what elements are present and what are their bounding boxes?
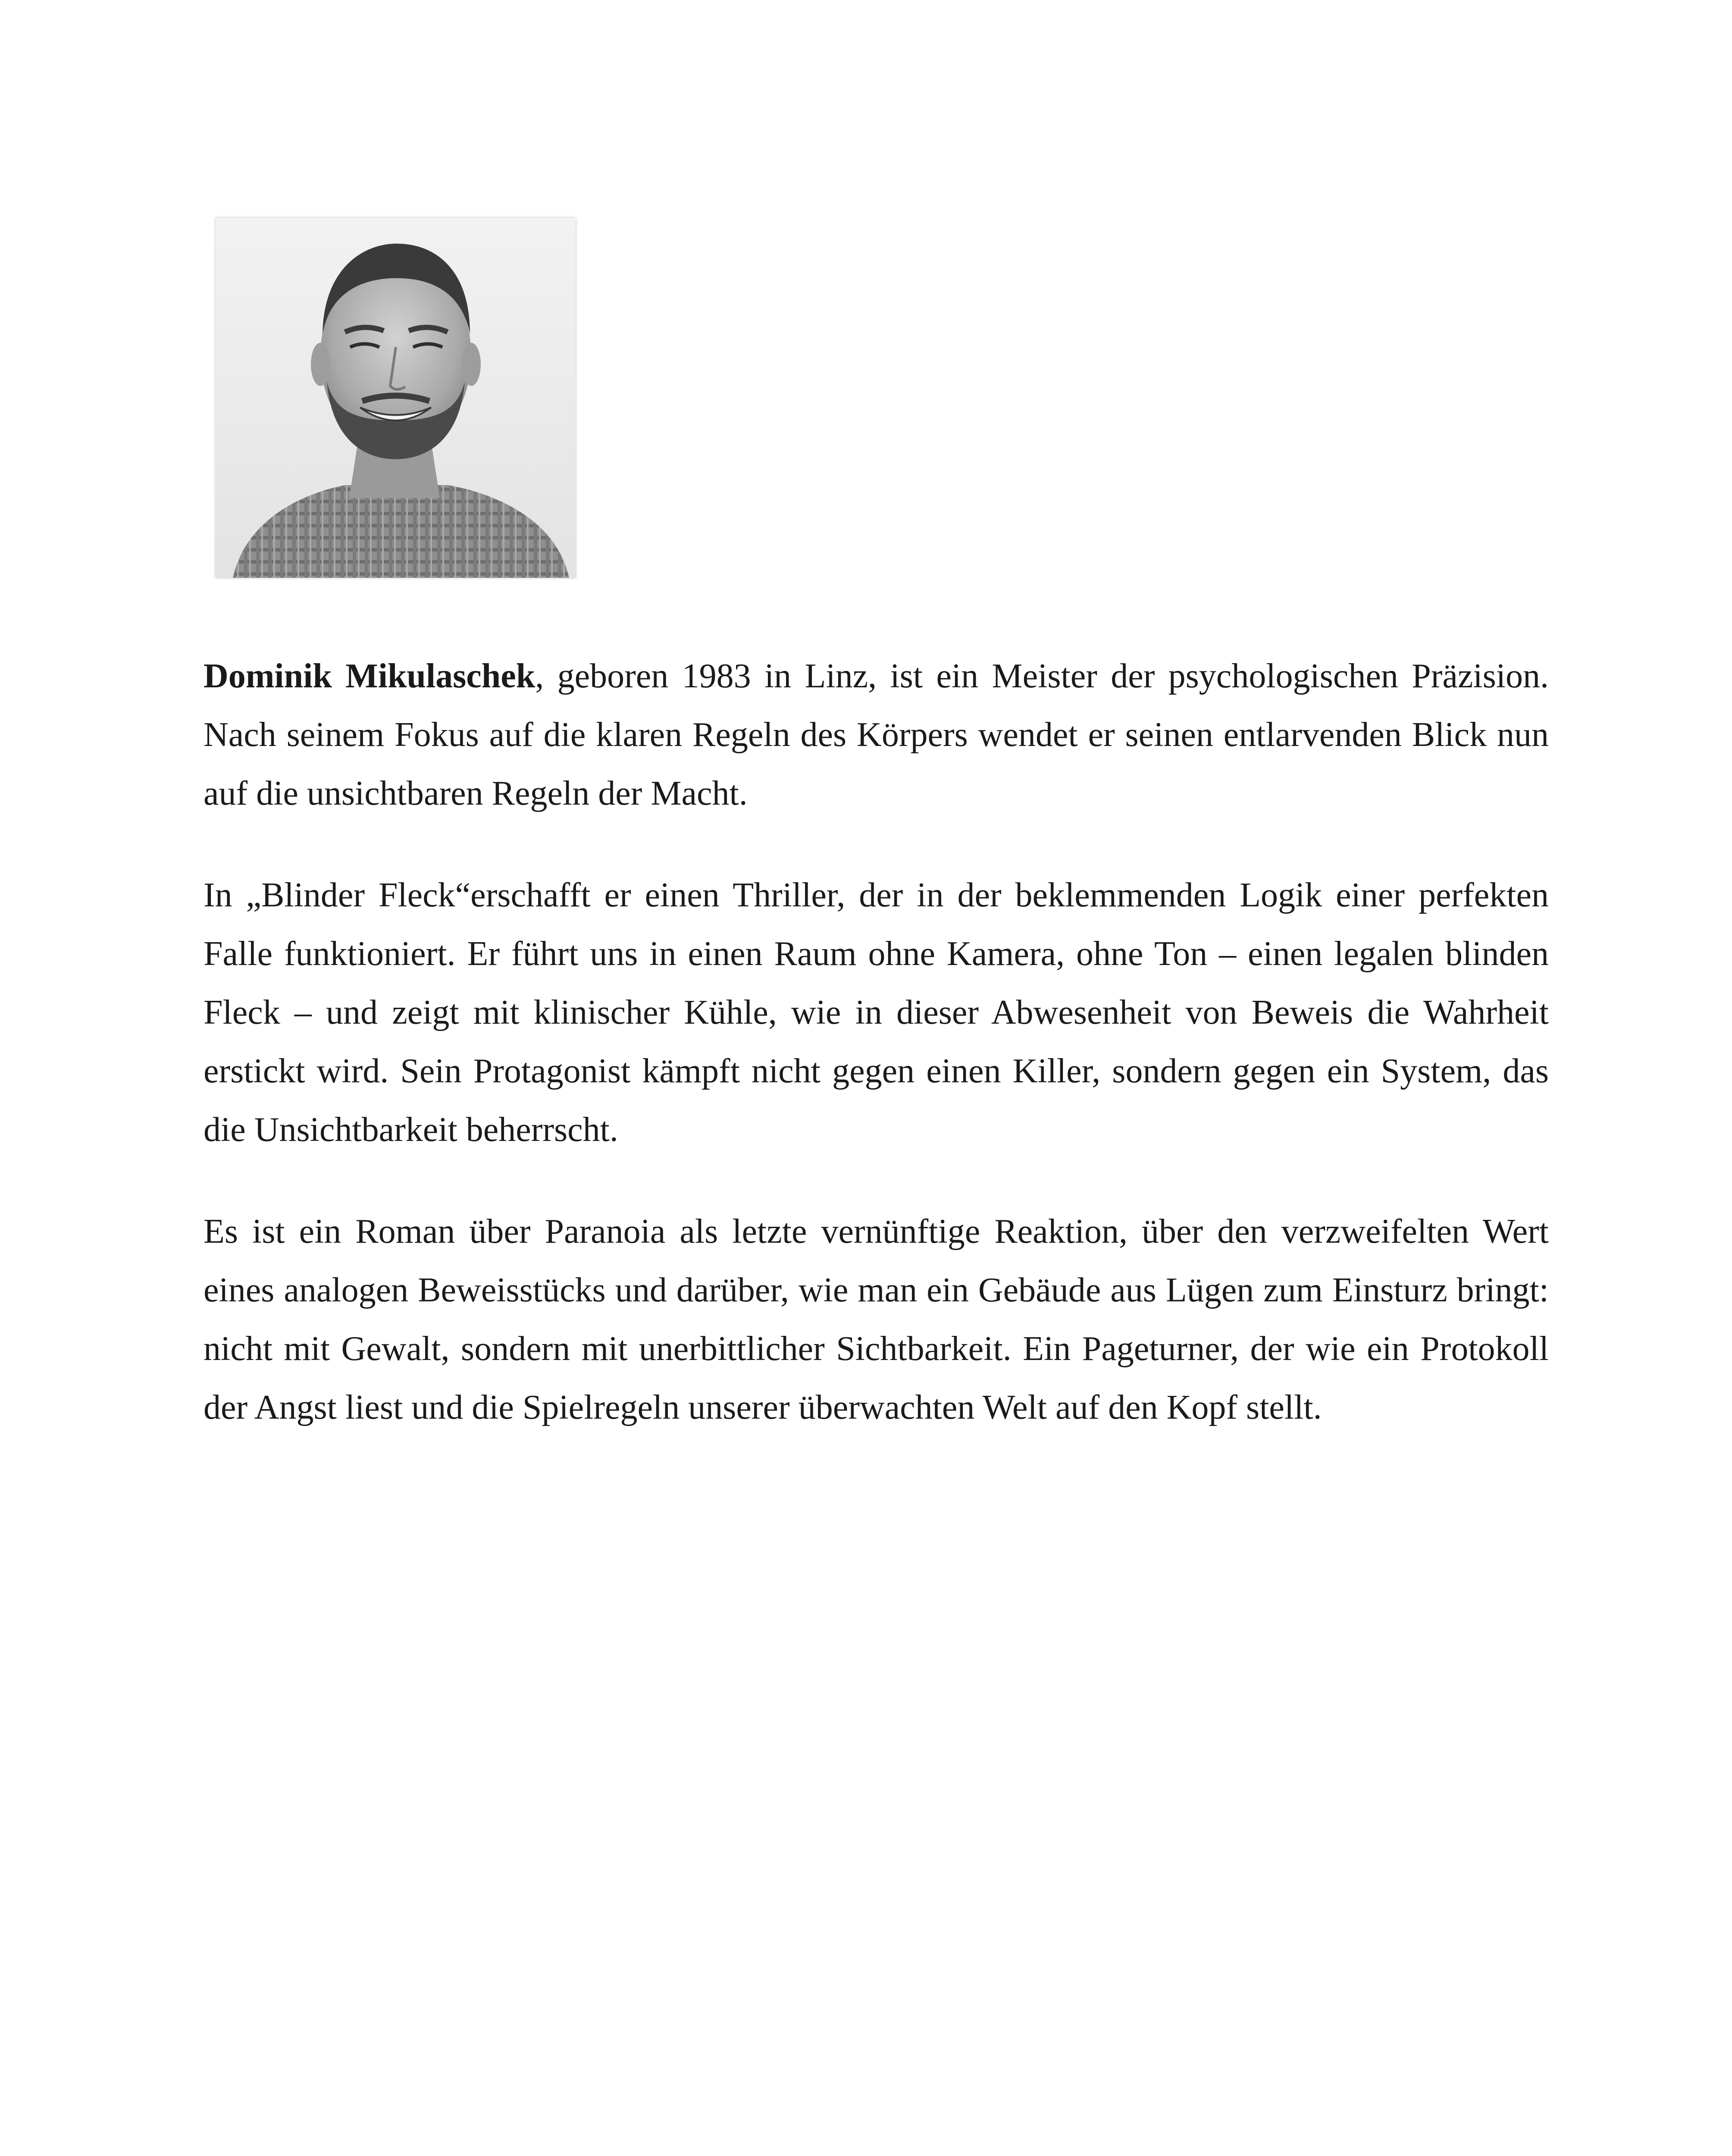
- bio-intro-text: , geboren 1983 in Linz, ist ein Meister der psychologischen Präzision. Nach seinem Fokus auf die klaren Regeln des Körpers wendet er seinen entlarvenden Blick nun auf die unsichtbaren Regeln der Macht.: [204, 657, 1549, 812]
- author-name: Dominik Mikulaschek: [204, 657, 536, 695]
- bio-paragraph-2: In „Blinder Fleck“erschafft er einen Thriller, der in der beklemmenden Logik einer perfekten Falle funktioniert. Er führt uns in einen Raum ohne Kamera, ohne Ton – einen legalen blinden Fleck – und zeigt mit klinischer Kühle, wie in dieser Abwesenheit von Beweis die Wahrheit erstickt wird. Sein Protagonist kämpft nicht gegen einen Killer, sondern gegen ein System, das die Unsichtbarkeit beherrscht.: [204, 876, 1549, 1149]
- author-portrait-image: [216, 218, 576, 578]
- author-bio: [204, 647, 1549, 1480]
- bio-paragraph-3: Es ist ein Roman über Paranoia als letzte vernünftige Reaktion, über den verzweifelten Wert eines analogen Beweisstücks und darüber, wie man ein Gebäude aus Lügen zum Einsturz bringt: nicht mit Gewalt, sondern mit unerbittlicher Sichtbarkeit. Ein Pageturner, der wie ein Protokoll der Angst liest und die Spielregeln unserer überwachten Welt auf den Kopf stellt.: [204, 1213, 1549, 1426]
- author-photo: [216, 218, 576, 578]
- bio-paragraph-1: [204, 647, 1549, 823]
